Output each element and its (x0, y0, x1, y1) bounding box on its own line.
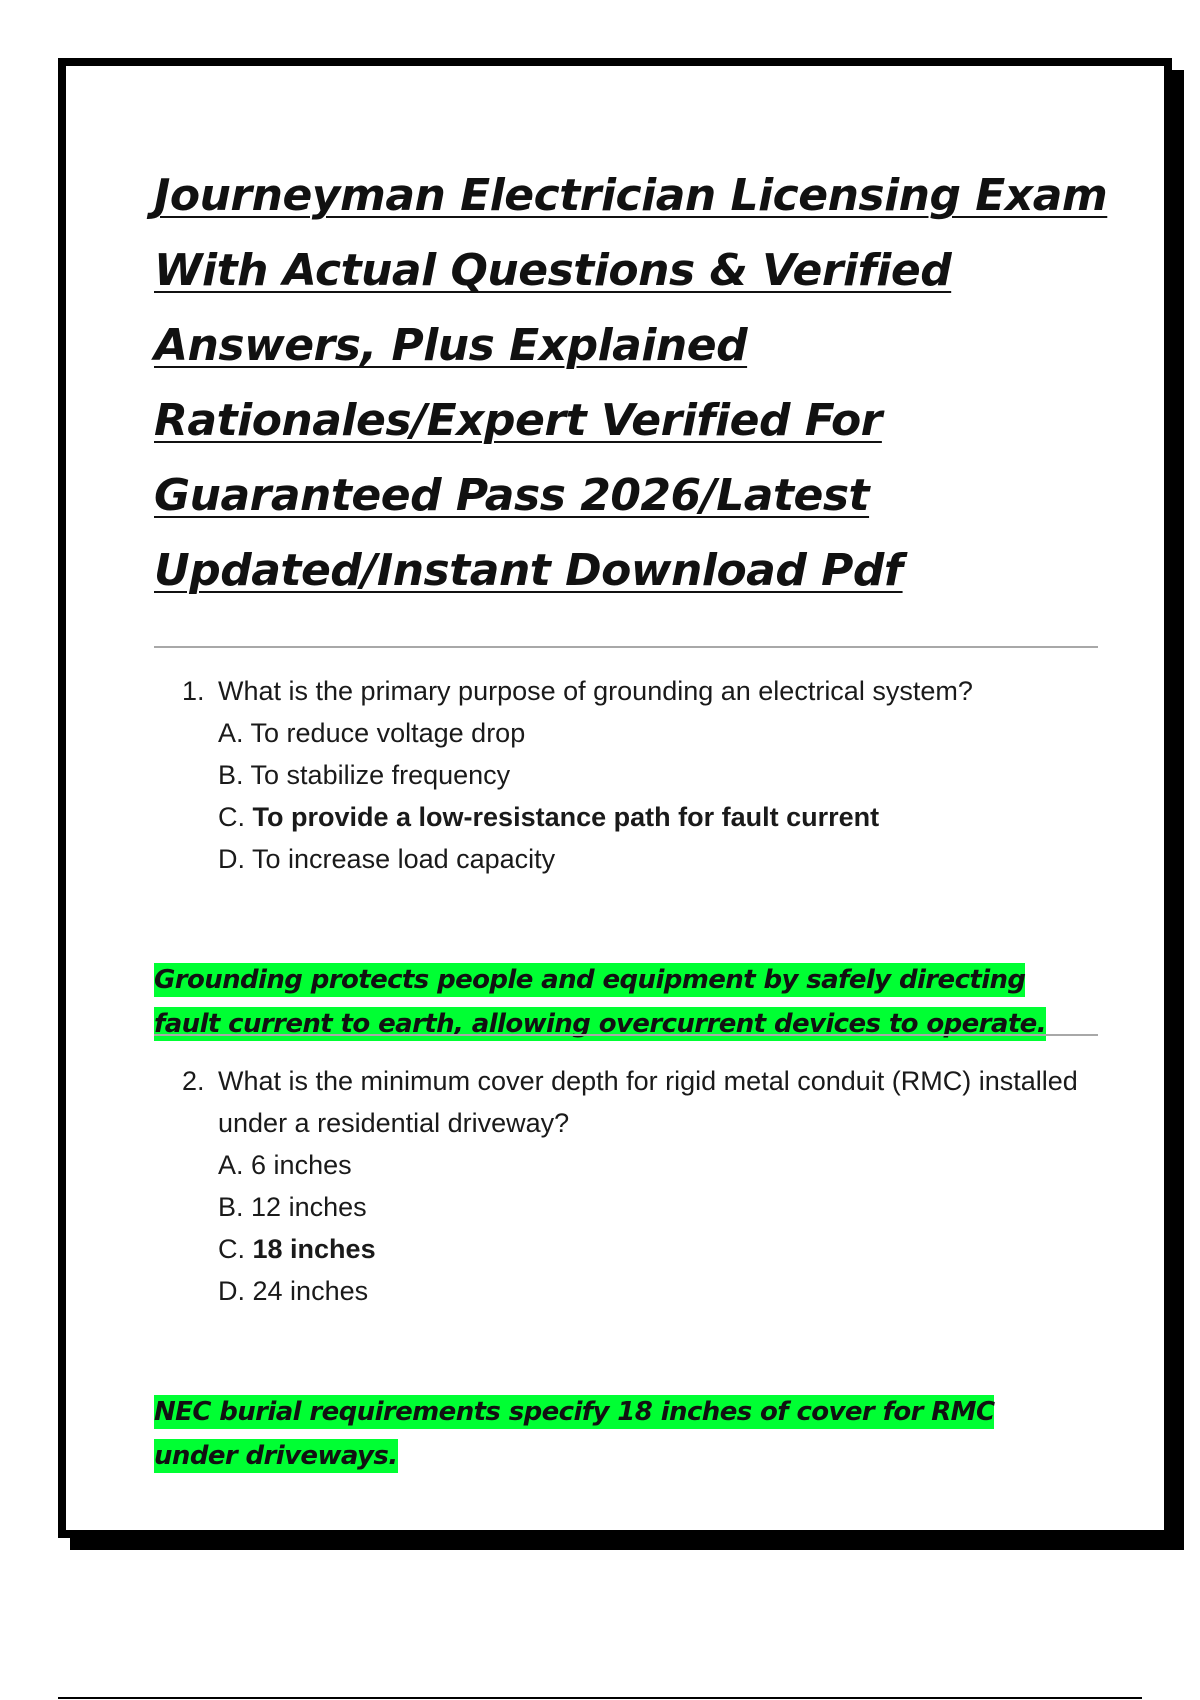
answer-option-d (218, 838, 1112, 880)
rationale-highlight: Grounding protects people and equipment by safely directing fault current to earth, allowing overcurrent devices to operate. (154, 965, 1046, 1039)
option-text: To increase load capacity (252, 844, 556, 874)
answer-option-b (218, 754, 1112, 796)
question-2 (182, 1060, 1112, 1312)
section-divider (154, 1034, 1098, 1036)
question-number: 2. (182, 1066, 205, 1096)
answer-option-c (218, 796, 1112, 838)
option-text: 6 inches (251, 1150, 352, 1180)
option-letter: B. (218, 1192, 244, 1222)
question-stem (182, 670, 1112, 712)
rationale-highlight: NEC burial requirements specify 18 inches of cover for RMC under driveways. (154, 1397, 995, 1471)
footer-rule (58, 1697, 1142, 1699)
question-text: What is the primary purpose of grounding an electrical system? (218, 676, 973, 706)
question-stem (182, 1060, 1112, 1144)
answer-option-a (218, 712, 1112, 754)
answer-option-d (218, 1270, 1112, 1312)
option-text: To reduce voltage drop (250, 718, 526, 748)
option-letter: D. (218, 844, 245, 874)
answer-options (182, 1144, 1112, 1312)
option-letter: A. (218, 1150, 244, 1180)
page-frame (58, 58, 1172, 1538)
option-text: 24 inches (252, 1276, 369, 1306)
option-letter: C. (218, 802, 245, 832)
answer-option-a (218, 1144, 1112, 1186)
option-letter: B. (218, 760, 244, 790)
section-divider (154, 646, 1098, 648)
answer-option-c (218, 1228, 1112, 1270)
question-1 (182, 670, 1112, 880)
answer-option-b (218, 1186, 1112, 1228)
rationale-1 (154, 958, 1054, 1046)
option-letter: D. (218, 1276, 245, 1306)
document-title: Journeyman Electrician Licensing Exam With Actual Questions & Verified Answers, Plus Explained Rationales/Expert Verified For Guaranteed Pass 2026/Latest Updated/Instant Download Pdf (154, 170, 1108, 596)
correct-answer-text: To provide a low-resistance path for fault current (252, 802, 880, 832)
answer-options (182, 712, 1112, 880)
correct-answer-text: 18 inches (252, 1234, 376, 1264)
option-text: 12 inches (251, 1192, 367, 1222)
question-number: 1. (182, 676, 205, 706)
rationale-2 (154, 1390, 1054, 1478)
option-letter: A. (218, 718, 244, 748)
option-letter: C. (218, 1234, 245, 1264)
option-text: To stabilize frequency (250, 760, 511, 790)
question-text: What is the minimum cover depth for rigid metal conduit (RMC) installed under a residential driveway? (218, 1066, 1078, 1138)
